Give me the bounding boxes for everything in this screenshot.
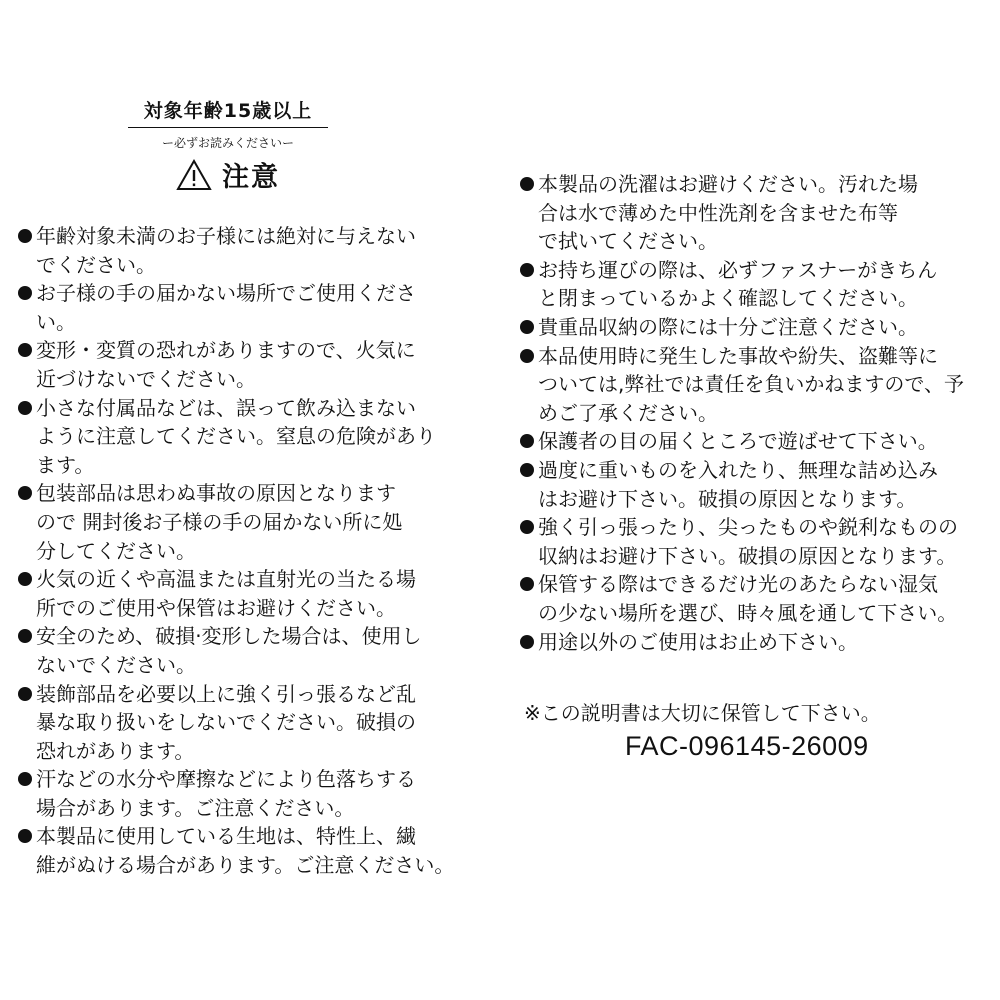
item-text: 本製品の洗濯はお避けください。汚れた場 合は水で薄めた中性洗剤を含ませた布等 で拭いてください。 bbox=[538, 172, 918, 254]
bullet-icon bbox=[520, 520, 534, 534]
bullet-icon bbox=[18, 629, 32, 643]
list-item bbox=[520, 170, 990, 256]
bullet-icon bbox=[18, 229, 32, 243]
bullet-icon bbox=[520, 577, 534, 591]
list-item bbox=[18, 765, 468, 822]
warning-triangle-icon bbox=[176, 159, 212, 191]
item-text: 火気の近くや高温または直射光の当たる場 所でのご使用や保管はお避けください。 bbox=[36, 567, 416, 620]
item-text: 小さな付属品などは、誤って飲み込まない ように注意してください。窒息の危険があり ます。 bbox=[36, 395, 436, 477]
bullet-icon bbox=[18, 286, 32, 300]
item-text: 保護者の目の届くところで遊ばせて下さい。 bbox=[538, 429, 938, 454]
product-code: FAC-096145-26009 bbox=[625, 731, 869, 761]
list-item bbox=[18, 222, 468, 279]
caution-label: 注意 bbox=[222, 162, 280, 193]
bullet-icon bbox=[18, 772, 32, 786]
read-notice: ー必ずお読みくださいー bbox=[161, 136, 294, 150]
list-item bbox=[18, 822, 468, 879]
item-text: 装飾部品を必要以上に強く引っ張るなど乱 暴な取り扱いをしないでください。破損の 恐れがあります。 bbox=[36, 681, 416, 763]
age-rating-title: 対象年齢15歳以上 bbox=[128, 96, 328, 128]
item-text: 汗などの水分や摩擦などにより色落ちする 場合があります。ご注意ください。 bbox=[36, 767, 416, 820]
item-text: 変形・変質の恐れがありますので、火気に 近づけないでください。 bbox=[36, 338, 416, 391]
bullet-icon bbox=[520, 434, 534, 448]
bullet-icon bbox=[520, 263, 534, 277]
bullet-icon bbox=[520, 635, 534, 649]
item-text: 保管する際はできるだけ光のあたらない湿気 の少ない場所を選び、時々風を通して下さい。 bbox=[538, 572, 958, 625]
list-item bbox=[18, 622, 468, 679]
list-item bbox=[520, 456, 990, 513]
list-item bbox=[18, 279, 468, 336]
bullet-icon bbox=[18, 687, 32, 701]
list-item bbox=[520, 570, 990, 627]
list-item bbox=[520, 427, 990, 456]
bullet-icon bbox=[18, 572, 32, 586]
item-text: お持ち運びの際は、必ずファスナーがきちん と閉まっているかよく確認してください。 bbox=[538, 257, 938, 311]
caution-heading bbox=[128, 155, 328, 194]
bullet-icon bbox=[18, 486, 32, 500]
list-item bbox=[520, 256, 990, 313]
bullet-icon bbox=[18, 401, 32, 415]
item-text: 用途以外のご使用はお止め下さい。 bbox=[538, 629, 858, 654]
item-text: 本製品に使用している生地は、特性上、繊 維がぬける場合があります。ご注意ください。 bbox=[36, 824, 455, 878]
caution-header bbox=[128, 96, 328, 194]
item-text: 安全のため、破損·変形した場合は、使用し ないでください。 bbox=[36, 624, 422, 677]
item-text: 貴重品収納の際には十分ご注意ください。 bbox=[538, 314, 918, 339]
bullet-icon bbox=[520, 320, 534, 334]
caution-list-right bbox=[520, 170, 990, 656]
list-item bbox=[18, 394, 468, 480]
list-item bbox=[520, 513, 990, 570]
keep-manual-note: ※この説明書は大切に保管して下さい。 bbox=[524, 701, 881, 725]
bullet-icon bbox=[520, 349, 534, 363]
item-text: 包装部品は思わぬ事故の原因となります ので 開封後お子様の手の届かない所に処 分してください。 bbox=[36, 481, 403, 563]
list-item bbox=[18, 680, 468, 766]
list-item bbox=[18, 479, 468, 565]
bullet-icon bbox=[18, 343, 32, 357]
item-text: 強く引っ張ったり、尖ったものや鋭利なものの 収納はお避け下さい。破損の原因となります。 bbox=[538, 515, 958, 568]
list-item bbox=[18, 336, 468, 393]
list-item bbox=[520, 313, 990, 342]
bullet-icon bbox=[18, 829, 32, 843]
caution-list-left bbox=[18, 222, 468, 880]
list-item bbox=[520, 628, 990, 657]
bullet-icon bbox=[520, 463, 534, 477]
item-text: 過度に重いものを入れたり、無理な詰め込み はお避け下さい。破損の原因となります。 bbox=[538, 457, 938, 511]
item-text: 本品使用時に発生した事故や紛失、盗難等に ついては,弊社では責任を負いかねますので、予 めご了承ください。 bbox=[538, 343, 964, 425]
item-text: 年齢対象未満のお子様には絶対に与えない でください。 bbox=[36, 224, 416, 277]
list-item bbox=[18, 565, 468, 622]
item-text: お子様の手の届かない場所でご使用くださ い。 bbox=[36, 281, 416, 334]
list-item bbox=[520, 342, 990, 428]
bullet-icon bbox=[520, 177, 534, 191]
